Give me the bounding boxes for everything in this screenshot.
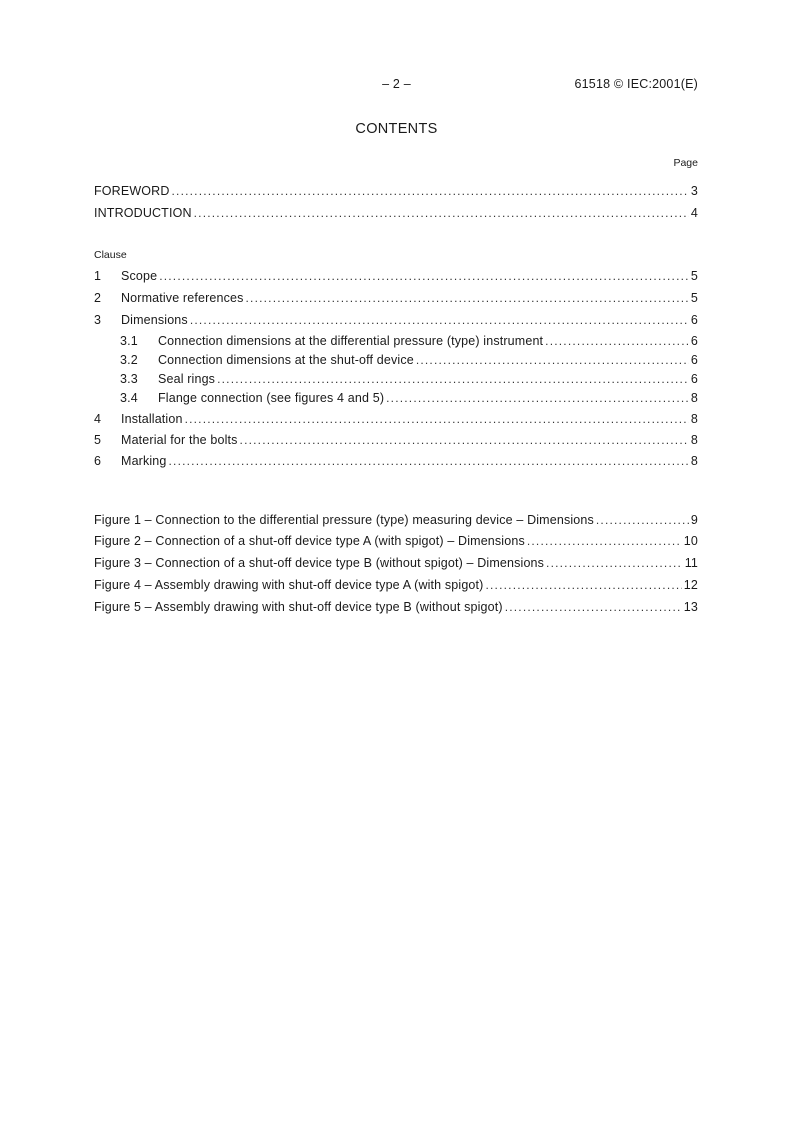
dot-leader (485, 578, 681, 592)
toc-entry-number: 1 (94, 269, 102, 283)
toc-entry-figure-5[interactable] (94, 600, 698, 616)
toc-entry-clause-3-3[interactable] (120, 372, 698, 388)
toc-entry-text: FOREWORD (94, 184, 170, 198)
toc-entry-page: 11 (684, 556, 698, 570)
toc-entry-text: Connection dimensions at the differential pressure (type) instrument (158, 334, 544, 348)
toc-entry-page: 9 (690, 513, 698, 527)
toc-entry-text: INTRODUCTION (94, 206, 192, 220)
page-title: CONTENTS (355, 121, 438, 137)
toc-entry-text: Material for the bolts (121, 433, 238, 447)
toc-entry-figure-2[interactable] (94, 534, 698, 550)
toc-entry-figure-1[interactable] (94, 513, 698, 529)
dot-leader (190, 313, 689, 327)
toc-entry-number: 6 (94, 454, 102, 468)
dot-leader (159, 269, 689, 283)
toc-entry-page: 12 (683, 578, 698, 592)
toc-entry-text: Figure 4 – Assembly drawing with shut-off device type A (with spigot) (94, 578, 484, 592)
toc-entry-page: 8 (690, 412, 698, 426)
toc-entry-text: Normative references (121, 291, 244, 305)
toc-entry-number: 3.1 (120, 334, 138, 348)
toc-entry-clause-4[interactable] (94, 412, 698, 428)
toc-entry-page: 4 (690, 206, 698, 220)
dot-leader (416, 353, 689, 367)
toc-entry-clause-5[interactable] (94, 433, 698, 449)
toc-entry-text: Connection dimensions at the shut-off device (158, 353, 414, 367)
toc-entry-text: Figure 1 – Connection to the differential pressure (type) measuring device – Dimensions (94, 513, 594, 527)
toc-entry-introduction[interactable] (94, 206, 698, 222)
toc-entry-text: Figure 3 – Connection of a shut-off device type B (without spigot) – Dimensions (94, 556, 545, 570)
toc-entry-page: 8 (690, 454, 698, 468)
dot-leader (386, 391, 689, 405)
toc-entry-page: 6 (690, 353, 698, 367)
toc-entry-number: 3.4 (120, 391, 138, 405)
toc-entry-clause-3-2[interactable] (120, 353, 698, 369)
toc-entry-text: Flange connection (see figures 4 and 5) (158, 391, 385, 405)
dot-leader (505, 600, 682, 614)
toc-entry-number: 4 (94, 412, 102, 426)
toc-entry-text: Dimensions (121, 313, 188, 327)
toc-entry-figure-4[interactable] (94, 578, 698, 594)
page-column-label: Page (673, 157, 698, 169)
toc-entry-page: 6 (690, 372, 698, 386)
dot-leader (194, 206, 689, 220)
toc-entry-clause-3-1[interactable] (120, 334, 698, 350)
toc-entry-text: Installation (121, 412, 183, 426)
toc-entry-clause-2[interactable] (94, 291, 698, 307)
toc-entry-page: 13 (683, 600, 698, 614)
toc-entry-number: 3 (94, 313, 102, 327)
toc-entry-page: 5 (690, 291, 698, 305)
toc-entry-number: 2 (94, 291, 102, 305)
toc-entry-clause-1[interactable] (94, 269, 698, 285)
toc-entry-text: Figure 2 – Connection of a shut-off device type A (with spigot) – Dimensions (94, 534, 525, 548)
page-number: – 2 – (382, 77, 411, 91)
toc-entry-clause-3-4[interactable] (120, 391, 698, 407)
toc-entry-text: Figure 5 – Assembly drawing with shut-off device type B (without spigot) (94, 600, 503, 614)
toc-entry-number: 3.3 (120, 372, 138, 386)
toc-entry-page: 10 (683, 534, 698, 548)
toc-entry-number: 5 (94, 433, 102, 447)
toc-entry-text: Scope (121, 269, 158, 283)
toc-entry-page: 3 (690, 184, 698, 198)
dot-leader (527, 534, 682, 548)
toc-entry-page: 8 (690, 433, 698, 447)
clause-column-label: Clause (94, 249, 127, 261)
toc-entry-page: 8 (690, 391, 698, 405)
toc-entry-foreword[interactable] (94, 184, 698, 200)
dot-leader (172, 184, 689, 198)
toc-entry-page: 6 (690, 313, 698, 327)
dot-leader (185, 412, 689, 426)
toc-entry-text: Marking (121, 454, 167, 468)
dot-leader (546, 556, 683, 570)
toc-entry-page: 6 (690, 334, 698, 348)
toc-entry-text: Seal rings (158, 372, 216, 386)
dot-leader (596, 513, 689, 527)
dot-leader (217, 372, 689, 386)
dot-leader (240, 433, 689, 447)
dot-leader (545, 334, 689, 348)
toc-entry-number: 3.2 (120, 353, 138, 367)
document-reference: 61518 © IEC:2001(E) (574, 77, 698, 91)
toc-entry-clause-3[interactable] (94, 313, 698, 329)
dot-leader (169, 454, 689, 468)
toc-entry-page: 5 (690, 269, 698, 283)
dot-leader (246, 291, 689, 305)
toc-entry-clause-6[interactable] (94, 454, 698, 470)
toc-entry-figure-3[interactable] (94, 556, 698, 572)
